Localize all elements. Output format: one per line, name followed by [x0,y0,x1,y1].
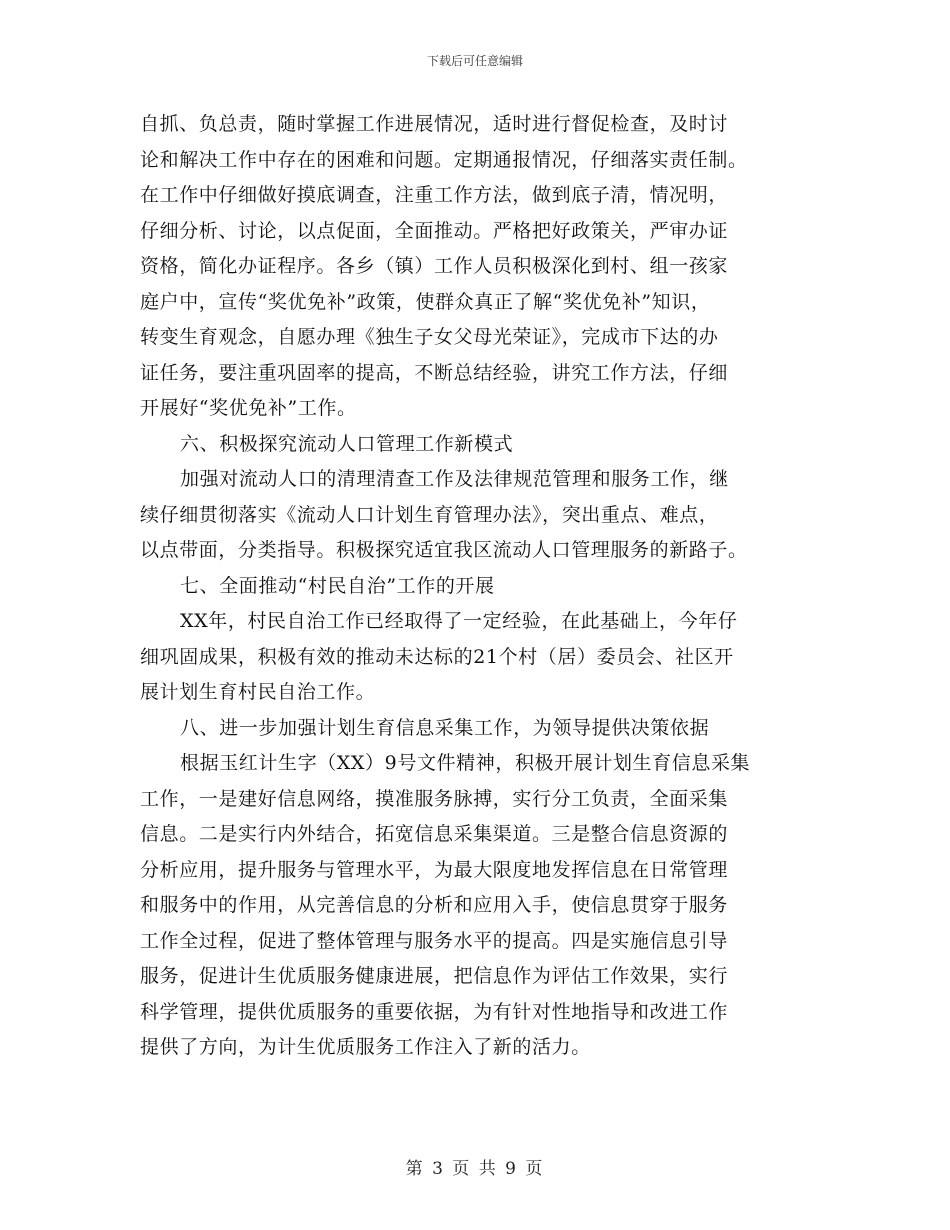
text-line: 和服务中的作用，从完善信息的分析和应用入手，使信息贯穿于服务 [140,894,729,916]
section-heading: 七、全面推动“村民自治”工作的开展 [180,574,495,597]
section-heading: 六、积极探究流动人口管理工作新模式 [180,432,514,455]
text-line: 服务，促进计生优质服务健康进展，把信息作为评估工作效果，实行 [140,965,729,987]
text-line: 提供了方向，为计生优质服务工作注入了新的活力。 [140,1036,591,1058]
document-body [140,107,810,1066]
section-heading: 八、进一步加强计划生育信息采集工作，为领导提供决策依据 [180,716,710,739]
header-note: 下载后可任意编辑 [426,54,523,68]
text-line: 展计划生育村民自治工作。 [140,681,376,703]
text-line: 细巩固成果，积极有效的推动未达标的21个村（居）委员会、社区开 [140,645,734,668]
page-number: 第 3 页 共 9 页 [405,1159,545,1179]
text-line: 加强对流动人口的清理清查工作及法律规范管理和服务工作，继 [180,468,729,490]
text-line: 科学管理，提供优质服务的重要依据，为有针对性地指导和改进工作 [140,1000,729,1023]
text-line: 开展好“奖优免补”工作。 [140,397,357,419]
text-line: 工作全过程，促进了整体管理与服务水平的提高。四是实施信息引导 [140,929,729,952]
text-line: 转变生育观念，自愿办理《独生子女父母光荣证》，完成市下达的办 [140,326,719,348]
text-line: 庭户中，宣传“奖优免补”政策，使群众真正了解“奖优免补”知识， [140,290,711,313]
text-line: 信息。二是实行内外结合，拓宽信息采集渠道。三是整合信息资源的 [140,823,729,845]
text-line: 论和解决工作中存在的困难和问题。定期通报情况，仔细落实责任制。 [140,148,748,171]
text-line: 分析应用，提升服务与管理水平，为最大限度地发挥信息在日常管理 [140,858,729,881]
text-line: 以点带面，分类指导。积极探究适宜我区流动人口管理服务的新路子。 [140,539,748,561]
text-line: 工作，一是建好信息网络，摸准服务脉搏，实行分工负责，全面采集 [140,787,729,810]
text-line: 在工作中仔细做好摸底调查，注重工作方法，做到底子清，情况明， [140,184,729,206]
text-line: 资格，简化办证程序。各乡（镇）工作人员积极深化到村、组一孩家 [140,255,729,277]
text-line: XX年，村民自治工作已经取得了一定经验，在此基础上，今年仔 [180,610,738,632]
text-line: 仔细分析、讨论，以点促面，全面推动。严格把好政策关，严审办证 [140,219,729,242]
text-line: 根据玉红计生字（XX）9号文件精神，积极开展计划生育信息采集 [180,752,751,774]
text-line: 证任务，要注重巩固率的提高，不断总结经验，讲究工作方法，仔细 [140,361,729,384]
text-line: 续仔细贯彻落实《流动人口计划生育管理办法》，突出重点、难点， [140,503,719,526]
text-line: 自抓、负总责，随时掌握工作进展情况，适时进行督促检查，及时讨 [140,113,729,135]
